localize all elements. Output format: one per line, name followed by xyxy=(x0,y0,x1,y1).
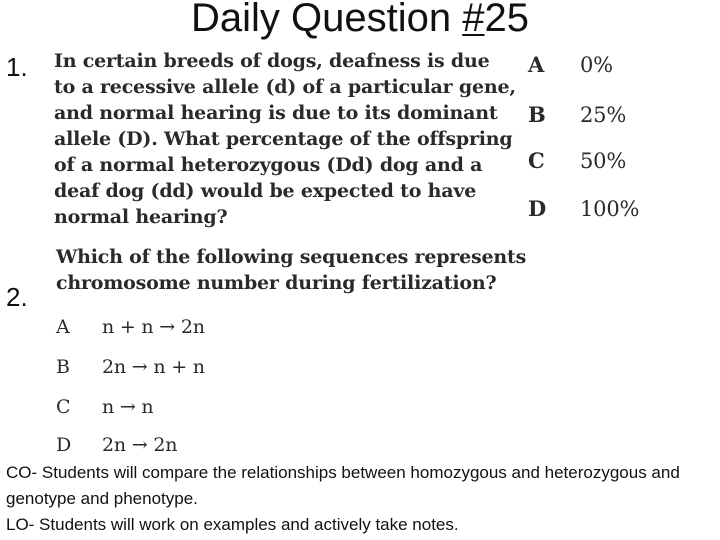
question-1-option-d xyxy=(528,196,639,221)
question-1-option-c xyxy=(528,148,626,173)
option-letter: A xyxy=(528,52,545,77)
option-letter: A xyxy=(56,316,70,338)
option-text: 25% xyxy=(580,103,627,127)
option-text: 2n → 2n xyxy=(102,434,178,456)
question-2-option-c xyxy=(56,396,153,418)
question-2-text xyxy=(56,244,527,296)
option-text: 50% xyxy=(580,149,627,173)
title-number: 25 xyxy=(484,0,529,40)
question-2-line: Which of the following sequences represents xyxy=(56,246,527,268)
option-letter: C xyxy=(528,148,545,173)
language-objective: LO- Students will work on examples and actively take notes. xyxy=(6,515,459,534)
question-2-option-a xyxy=(56,316,205,338)
question-1-line: allele (D). What percentage of the offspring xyxy=(54,128,513,150)
option-text: 100% xyxy=(580,197,640,221)
option-letter: D xyxy=(56,434,72,456)
option-text: n + n → 2n xyxy=(102,316,205,338)
question-1-line: deaf dog (dd) would be expected to have xyxy=(54,180,477,202)
title-prefix: Daily Question xyxy=(191,0,463,40)
question-1-line: In certain breeds of dogs, deafness is due xyxy=(54,50,490,72)
question-1-text xyxy=(54,48,516,230)
question-2-line: chromosome number during fertilization? xyxy=(56,272,497,294)
option-letter: B xyxy=(528,102,546,127)
page-title xyxy=(0,0,720,40)
question-1-number: 1. xyxy=(6,52,28,82)
question-1-option-a xyxy=(528,52,613,77)
question-1-line: to a recessive allele (d) of a particular gene, xyxy=(54,76,516,98)
question-2-number: 2. xyxy=(6,282,28,312)
objectives xyxy=(6,460,706,538)
content-objective: CO- Students will compare the relationships between homozygous and heterozygous and genotype and phenotype. xyxy=(6,463,680,508)
question-1-line: and normal hearing is due to its dominant xyxy=(54,102,498,124)
title-hash: # xyxy=(462,0,485,40)
option-letter: B xyxy=(56,356,70,378)
question-2-option-d xyxy=(56,434,177,456)
question-1-option-b xyxy=(528,102,626,127)
option-text: n → n xyxy=(102,396,154,418)
option-text: 0% xyxy=(580,53,613,77)
question-2-option-b xyxy=(56,356,205,378)
option-text: 2n → n + n xyxy=(102,356,205,378)
option-letter: D xyxy=(528,196,547,221)
question-1-line: of a normal heterozygous (Dd) dog and a xyxy=(54,154,483,176)
option-letter: C xyxy=(56,396,71,418)
question-1-line: normal hearing? xyxy=(54,206,228,228)
